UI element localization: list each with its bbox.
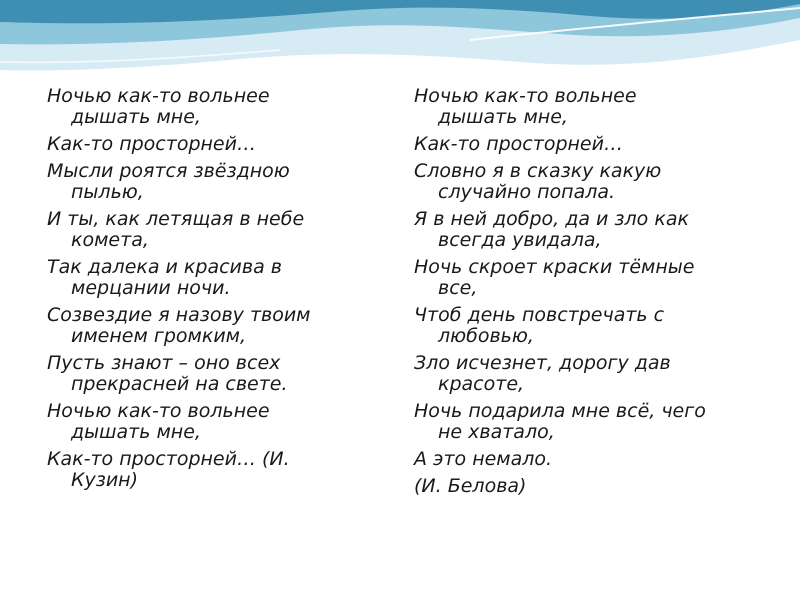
poem-line-text: Как-то просторней… — [414, 133, 623, 155]
poem-line-continuation: всегда увидала, — [438, 229, 602, 251]
poem-line — [47, 353, 377, 395]
poem-line — [414, 353, 744, 395]
poem-line-continuation: красоте, — [438, 373, 525, 395]
poem-line-continuation: случайно попала. — [438, 181, 616, 203]
poem-line — [414, 257, 744, 299]
poem-line-text: Ночь скроет краски тёмные — [414, 256, 695, 278]
poem-line-text: Чтоб день повстречать с — [414, 304, 665, 326]
poem-line-text: Как-то просторней… (И. — [47, 448, 290, 470]
poem-line — [47, 449, 377, 491]
poem-line — [47, 305, 377, 347]
poem-line-continuation: дышать мне, — [71, 106, 201, 128]
poem-line-text: Мысли роятся звёздною — [47, 160, 290, 182]
poem-line-text: (И. Белова) — [414, 475, 527, 497]
poem-line-text: А это немало. — [414, 448, 553, 470]
poem-line-text: Пусть знают – оно всех — [47, 352, 281, 374]
poem-line — [47, 209, 377, 251]
poem-line-continuation: пылью, — [71, 181, 144, 203]
poem-line — [414, 209, 744, 251]
poem-line-text: Созвездие я назову твоим — [47, 304, 311, 326]
poem-line — [47, 257, 377, 299]
poem-line-continuation: дышать мне, — [438, 106, 568, 128]
poem-line — [414, 401, 744, 443]
poem-line — [47, 161, 377, 203]
poem-line-continuation: все, — [438, 277, 478, 299]
poem-line-continuation: не хватало, — [438, 421, 555, 443]
poem-right — [414, 86, 744, 503]
poem-line-text: Ночь подарила мне всё, чего — [414, 400, 706, 422]
poem-line — [47, 86, 377, 128]
poem-line — [414, 134, 744, 155]
poem-line-continuation: мерцании ночи. — [71, 277, 231, 299]
poem-line-text: Ночью как-то вольнее — [47, 85, 270, 107]
poem-line — [414, 476, 744, 497]
poem-line-text: Я в ней добро, да и зло как — [414, 208, 689, 230]
poem-line-text: Ночью как-то вольнее — [414, 85, 637, 107]
poem-line-text: Ночью как-то вольнее — [47, 400, 270, 422]
poem-line — [414, 305, 744, 347]
poem-line — [414, 449, 744, 470]
poem-left — [47, 86, 377, 497]
poem-line-text: Так далека и красива в — [47, 256, 282, 278]
poem-line — [414, 161, 744, 203]
poem-line-continuation: любовью, — [438, 325, 534, 347]
poem-line-continuation: именем громким, — [71, 325, 247, 347]
poem-line-continuation: дышать мне, — [71, 421, 201, 443]
poem-line-continuation: прекрасней на свете. — [71, 373, 288, 395]
poem-line-text: И ты, как летящая в небе — [47, 208, 305, 230]
poem-line-text: Как-то просторней… — [47, 133, 256, 155]
poem-line — [414, 86, 744, 128]
poem-line-continuation: комета, — [71, 229, 149, 251]
poem-line-text: Зло исчезнет, дорогу дав — [414, 352, 671, 374]
poem-line-text: Словно я в сказку какую — [414, 160, 662, 182]
poem-line — [47, 401, 377, 443]
poem-line-continuation: Кузин) — [71, 469, 139, 491]
header-wave-decoration — [0, 0, 800, 90]
poem-line — [47, 134, 377, 155]
